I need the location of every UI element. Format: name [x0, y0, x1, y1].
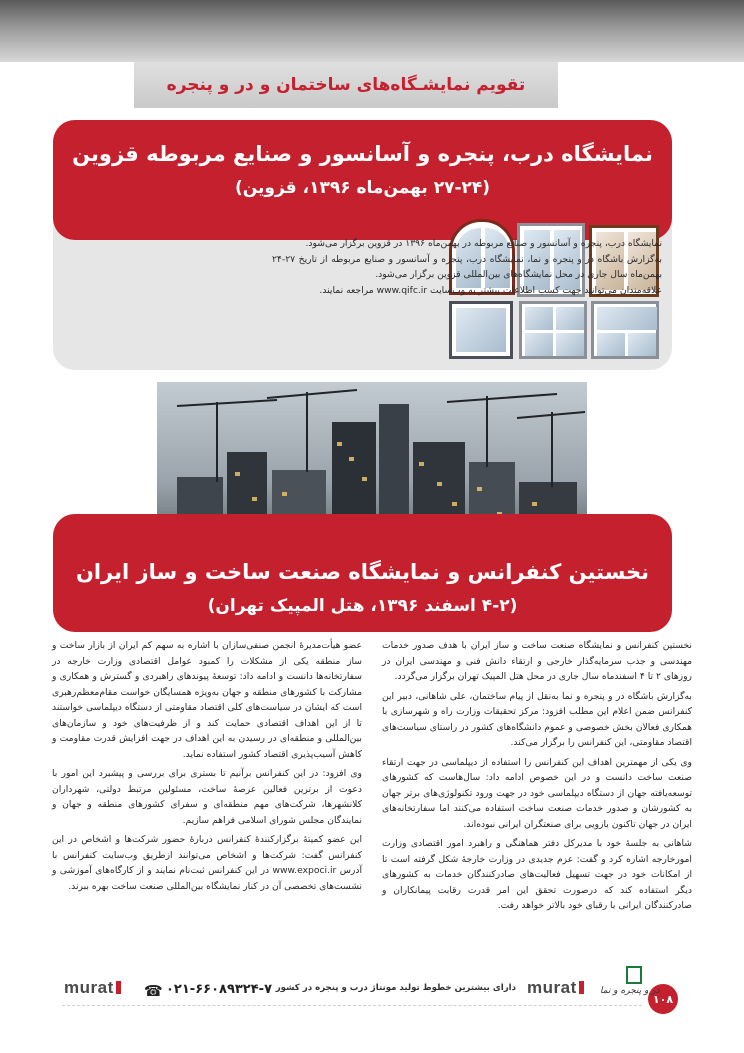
grid-window-image [519, 301, 587, 359]
magazine-logo-mark [626, 966, 642, 984]
calendar-title: تقویم نمایشـگاه‌های ساختمان و در و پنجره [166, 75, 526, 95]
calendar-title-banner [134, 62, 558, 108]
article-paragraph: وی افزود: در این کنفرانس برآنیم تا بستری برای بررسی و پیشبرد این امور با دعوت از برترین فعالین عرصهٔ ساخت، مسئولین مرتبط دولتی، شهرداران کلانشهرها، شرکت‌های مهم منطقه‌ای و سفرای کشورهای منطقه و جهان و نمایندگان مجلس شورای اسلامی فراهم سازیم. [52, 768, 362, 826]
magazine-logo [600, 962, 660, 1010]
dark-window-image [449, 301, 513, 359]
frame-window-image [591, 301, 659, 359]
article-paragraph: نخستین کنفرانس و نمایشگاه صنعت ساخت و ساز ایران با هدف صدور خدمات مهندسی و جذب سرمایه‌گذار خارجی و ارتقاء دانش فنی و مهندسی ایران در روزهای ۲ تا ۴ اسفندماه سال جاری در محل هتل المپیک تهران برگزار می‌گردد. [382, 640, 692, 682]
article-paragraph: عضو هیأت‌مدیرهٔ انجمن صنفی‌سازان با اشاره به سهم کم ایران از بازار ساخت و ساز منطقه یکی از مشکلات را کمبود عوامل اقتصادی وزارت خارجه در سفارتخانه‌ها دانست و ادامه داد: توسعهٔ پیوندهای راهبردی و گسترش و همکاری و مشارکت با کشورهای منطقه و جهان به‌ویژه همسایگان خواست مقام‌معظم‌رهبری است که ایشان در سیاست‌های کلی اقتصاد مقاومتی از دستگاه دیپلماسی خواستند تا از این اهداف اقتصادی حمایت کند و از ظرفیت‌های خود و سازمان‌های بین‌المللی و منطقه‌ای در رسیدن به این اهداف در جهت افزایش قدرت مقاومت و کاهش آسیب‌پذیری اقتصاد کشور استفاده نماید. [52, 640, 362, 760]
article-paragraph: به‌گزارش باشگاه در و پنجره و نما به‌نقل از پیام ساختمان، علی شاهانی، دبیر این کنفرانس ضمن اعلام این مطلب افزود: مرکز تحقیقات وزارت راه و شهرسازی با همکاری فعالان بخش خصوصی و عموم دانشگاه‌های کشور در راستای سیاست‌های اقتصاد مقاومتی، این کنفرانس را برگزار می‌کند. [382, 690, 692, 748]
magazine-logo-text: در و پنجره و نما [600, 986, 660, 996]
murat-logo-right: murat [527, 978, 584, 998]
page-top-bar [0, 0, 744, 62]
exhibition1-description [272, 236, 662, 298]
exhibition2-header-card [53, 514, 672, 632]
footer-tagline: دارای بیشترین خطوط تولید مونتاژ درب و پنجره در کشور [275, 983, 516, 993]
exhibition1-paragraph: نمایشگاه درب، پنجره و آسانسور و صنایع مربوطه در بهمن‌ماه ۱۳۹۶ در قزوین برگزار می‌شود. [305, 238, 662, 249]
exhibition1-dates: (۲۷-۲۴ بهمن‌ماه ۱۳۹۶، قزوین) [234, 178, 491, 198]
murat-logo-left: murat [64, 978, 121, 998]
phone-icon: ☎ [144, 982, 163, 1000]
exhibition2-title: نخستین کنفرانس و نمایشگاه صنعت ساخت و ساز ایران [75, 560, 650, 584]
page-number: ۱۰۸ [652, 992, 674, 1006]
footer-phone: ۰۲۱-۶۶۰۸۹۳۲۴-۷ [166, 982, 273, 997]
article-paragraph: این عضو کمیتهٔ برگزارکنندهٔ کنفرانس دربارهٔ حضور شرکت‌ها و اشخاص در این کنفرانس گفت: شرکت‌ها و اشخاص می‌توانند ازطریق وب‌سایت کنفرانس با آدرس www.expoci.ir در این کنفرانس ثبت‌نام نمایند و از کارگاه‌های آموزشی و نشست‌های تخصصی آن در کنار نمایشگاه بین‌المللی صنعت ساخت بهره ببرند. [52, 834, 363, 892]
article-column-right [382, 638, 692, 918]
page-footer [0, 940, 744, 1020]
exhibition1-title: نمایشگاه درب، پنجره و آسانسور و صنایع مربوطه قزوین [72, 142, 653, 166]
footer-divider [62, 1005, 642, 1006]
article-column-left [52, 638, 362, 898]
exhibition1-paragraph: علاقه‌مندان می‌توانند جهت کسب اطلاعات بیشتر به وب‌سایت www.qifc.ir مراجعه نمایند. [319, 284, 662, 296]
exhibition2-dates: (۴-۲ اسفند ۱۳۹۶، هتل المپیک تهران) [207, 596, 518, 616]
exhibition1-paragraph: به‌گزارش باشگاه در و پنجره و نما، نمایشگاه درب، پنجره و آسانسور و صنایع مربوطه از تاریخ ۲۷-۲۴ بهمن‌ماه سال جاری در محل نمایشگاه‌های بین‌المللی قزوین برگزار می‌شود. [272, 253, 662, 280]
article-paragraph: شاهانی به جلسهٔ خود با مدیرکل دفتر هماهنگی و راهبرد امور اقتصادی وزارت امورخارجه اشاره کرد و گفت: عزم جدیدی در وزارت خارجهٔ شکل گرفته است تا از امکانات خود در جهت تسهیل فعالیت‌های صادرکنندگان خدمات به کشورهای دیگر استفاده کند که درصورت تحقق این امر قدرت رقابت پیمانکاران و صادرکنندگان ایرانی با رقبای خود بالاتر خواهد رفت. [382, 838, 692, 911]
article-paragraph: وی یکی از مهمترین اهداف این کنفرانس را استفاده از دیپلماسی در جهت ارتقاء صنعت ساخت دانست و در این خصوص ادامه داد: سال‌هاست که کشورهای توسعه‌یافته جهان از دستگاه دیپلماسی خود در جهت ورود تکنولوژی‌های برتر جهان به کشورشان و صدور خدمات صنعت ساخت استفاده می‌کنند اما سفارتخانه‌های ایران در جهان تاکنون بازویی برای صنعتگران ایرانی نبوده‌اند. [382, 756, 692, 830]
